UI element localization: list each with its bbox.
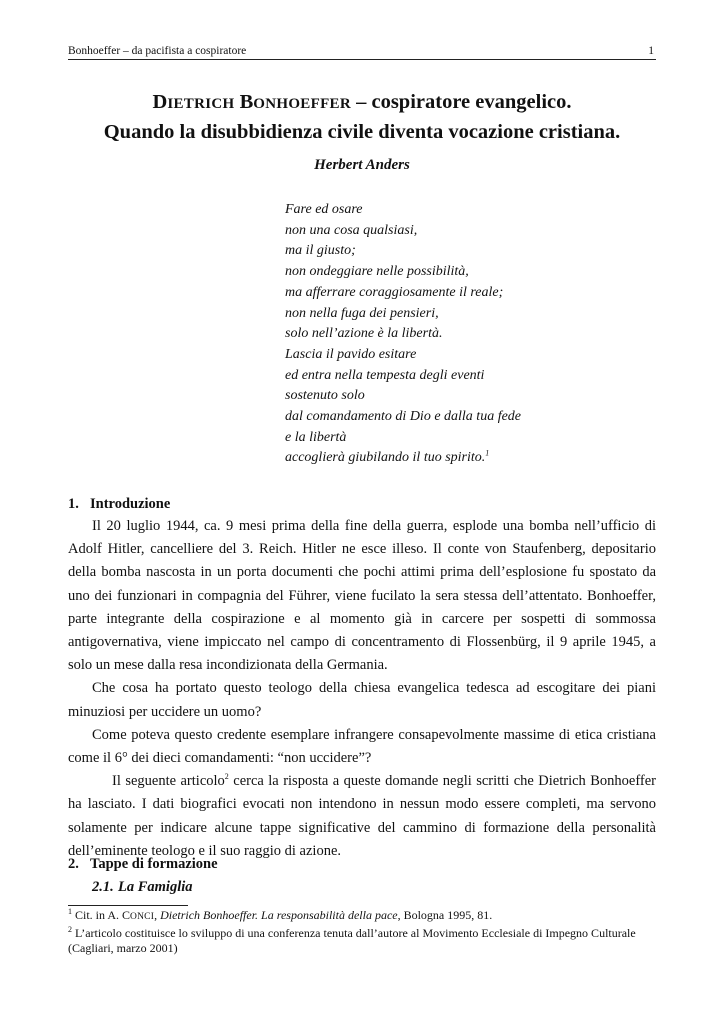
- footnote-ref-1[interactable]: 1: [485, 448, 490, 458]
- epigraph-line: sostenuto solo: [285, 388, 365, 404]
- epigraph-line: dal comandamento di Dio e dalla tua fede: [285, 409, 522, 425]
- document-title: [68, 88, 656, 146]
- introduzione-body: [68, 515, 656, 863]
- section-heading-introduzione: [68, 495, 170, 513]
- epigraph-line: ed entra nella tempesta degli eventi: [285, 367, 485, 383]
- page-number: 1: [648, 45, 654, 57]
- subsection-title: La Famiglia: [118, 879, 193, 895]
- epigraph-line: Fare ed osare: [285, 202, 363, 217]
- title-name-first-rest: IETRICH: [167, 96, 235, 112]
- title-name-last-initial: B: [239, 91, 254, 113]
- epigraph-line: solo nell’azione è la libertà.: [285, 326, 443, 342]
- footnote-mark: 1: [68, 907, 72, 916]
- epigraph-line: non nella fuga dei pensieri,: [285, 305, 439, 321]
- title-line-1: [68, 88, 656, 118]
- epigraph-line: Lascia il pavido esitare: [285, 346, 417, 362]
- author-name: Herbert Anders: [314, 157, 410, 173]
- section-heading-tappe: [68, 855, 218, 873]
- footnote-1: [68, 908, 656, 926]
- epigraph-line: non una cosa qualsiasi,: [285, 222, 418, 238]
- title-name-last-rest: ONHOEFFER: [253, 96, 351, 112]
- paragraph-text: cerca la risposta a queste domande negli scritti che Dietrich Bonhoeffer ha lasciato. I dati biografici evocati non intendono in nessun modo essere completi, ma servono solamente per indicare alcune tappe significative del cammino di formazione della personalità dell’eminente teologo e il suo raggio di azione.: [68, 773, 657, 859]
- epigraph-last-text: accoglierà giubilando il tuo spirito.: [285, 450, 486, 466]
- epigraph-line: e la libertà: [285, 429, 347, 445]
- footnote-text: L’articolo costituisce lo sviluppo di una conferenza tenuta dall’autore al Movimento Ecclesiale di Impegno Culturale (Cagliari, marzo 2001): [68, 925, 636, 955]
- footnote-separator: [68, 905, 188, 906]
- paragraph: Il 20 luglio 1944, ca. 9 mesi prima della fine della guerra, esplode una bomba nell’ufficio di Adolf Hitler, cancelliere del 3. Reich. Hitler ne esce illeso. Il conte von Staufenberg, depositario della bomba nascosta in un porta documenti che pochi attimi prima dell’esplosione fu spostato da uno dei funzionari in compagnia del Führer, viene fucilato la sera stessa dell’attentato. Bonhoeffer, parte integrante della cospirazione e al momento già in carcere per sospetti di sommossa antigovernativa, viene impiccato nel campo di concentramento di Flossenbürg, il 9 aprile 1945, a solo un mese dalla resa incondizionata della Germania.: [68, 518, 656, 674]
- footnote-text: ,: [154, 908, 161, 922]
- footnotes: [68, 908, 656, 957]
- paragraph-text: Il seguente articolo: [112, 773, 225, 790]
- subsection-number: 2.1.: [92, 879, 114, 895]
- epigraph-poem: [285, 200, 585, 469]
- running-header: [68, 45, 656, 60]
- footnote-text: , Bologna 1995, 81.: [397, 908, 493, 922]
- epigraph-line-last: [285, 448, 585, 469]
- subsection-heading-famiglia: [92, 878, 193, 896]
- paragraph: Che cosa ha portato questo teologo della chiesa evangelica tedesca ad escogitare dei piani minuziosi per uccidere un uomo?: [68, 680, 656, 720]
- epigraph-line: non ondeggiare nelle possibilità,: [285, 264, 469, 280]
- epigraph-line: ma afferrare coraggiosamente il reale;: [285, 284, 504, 300]
- footnote-book-title: Dietrich Bonhoeffer. La responsabilità della pace: [160, 908, 398, 922]
- section-title: Tappe di formazione: [90, 856, 218, 872]
- footnote-mark: 2: [68, 924, 72, 934]
- epigraph-line: ma il giusto;: [285, 243, 356, 259]
- footnote-ref-2[interactable]: 2: [224, 772, 229, 782]
- section-number: 1.: [68, 496, 79, 512]
- section-number: 2.: [68, 856, 79, 872]
- section-title: Introduzione: [90, 496, 171, 512]
- footnote-author-initial: C: [122, 908, 131, 922]
- paragraph: [68, 770, 656, 863]
- footnote-author-rest: ONCI: [130, 912, 155, 922]
- title-name-first-initial: D: [152, 91, 168, 113]
- title-line-1-rest: – cospiratore evangelico.: [350, 91, 572, 113]
- footnote-text: Cit. in A.: [75, 908, 123, 922]
- running-title: Bonhoeffer – da pacifista a cospiratore: [68, 45, 247, 57]
- footnote-2: [68, 926, 656, 957]
- paragraph: Come poteva questo credente esemplare infrangere consapevolmente massime di etica cristiana come il 6° dei dieci comandamenti: “non uccidere”?: [68, 726, 656, 767]
- title-line-2: Quando la disubbidienza civile diventa vocazione cristiana.: [103, 121, 621, 143]
